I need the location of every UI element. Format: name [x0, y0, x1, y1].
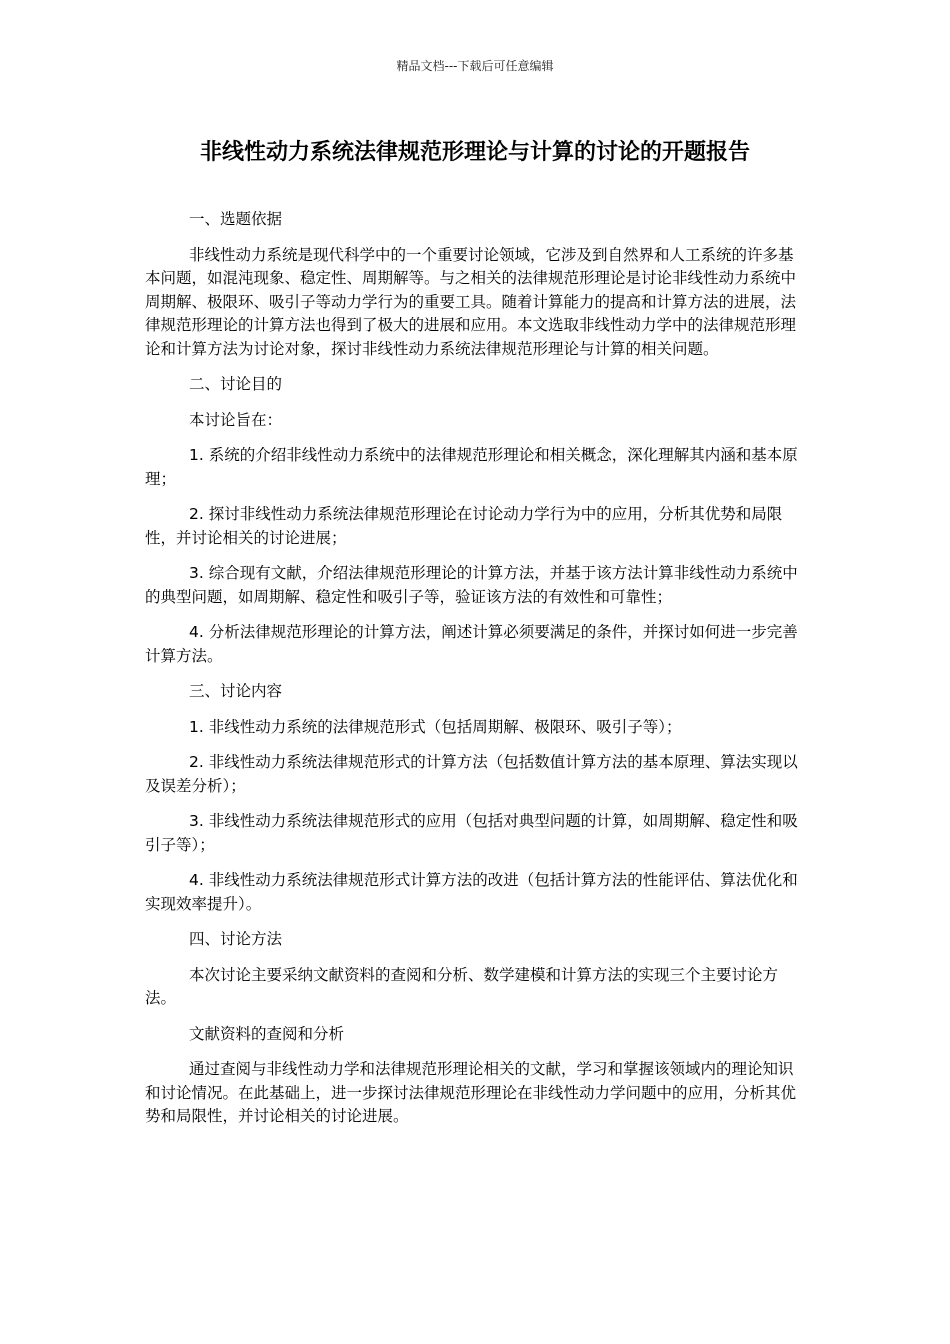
section-heading-content: 三、讨论内容: [189, 682, 283, 700]
purpose-item-3: 3. 综合现有文献，介绍法律规范形理论的计算方法，并基于该方法计算非线性动力系统中的典型问题，如周期解、稳定性和吸引子等，验证该方法的有效性和可靠性；: [145, 564, 798, 606]
paragraph-literature: 通过查阅与非线性动力学和法律规范形理论相关的文献，学习和掌握该领域内的理论知识和讨论情况。在此基础上，进一步探讨法律规范形理论在非线性动力学问题中的应用，分析其优势和局限性，并讨论相关的讨论进展。: [145, 1060, 797, 1125]
header-note: 精品文档---下载后可任意编辑: [396, 59, 554, 73]
paragraph-method: 本次讨论主要采纳文献资料的查阅和分析、数学建模和计算方法的实现三个主要讨论方法。: [145, 965, 779, 1007]
section-heading-basis: 一、选题依据: [189, 210, 283, 228]
purpose-item-2: 2. 探讨非线性动力系统法律规范形理论在讨论动力学行为中的应用，分析其优势和局限性，并讨论相关的讨论进展；: [145, 505, 783, 547]
paragraph-purpose-intro: 本讨论旨在：: [189, 410, 283, 429]
purpose-item-1: 1. 系统的介绍非线性动力系统中的法律规范形理论和相关概念，深化理解其内涵和基本原理；: [145, 446, 798, 488]
section-heading-purpose: 二、讨论目的: [189, 375, 283, 393]
content-item-3: 3. 非线性动力系统法律规范形式的应用（包括对典型问题的计算，如周期解、稳定性和吸引子等）；: [145, 812, 798, 854]
subheading-literature: 文献资料的查阅和分析: [189, 1024, 345, 1043]
paragraph-basis: 非线性动力系统是现代科学中的一个重要讨论领域，它涉及到自然界和人工系统的许多基本问题，如混沌现象、稳定性、周期解等。与之相关的法律规范形理论是讨论非线性动力系统中周期解、极限环、吸引子等动力学行为的重要工具。随着计算能力的提高和计算方法的进展，法律规范形理论的计算方法也得到了极大的进展和应用。本文选取非线性动力学中的法律规范形理论和计算方法为讨论对象，探讨非线性动力系统法律规范形理论与计算的相关问题。: [145, 245, 797, 358]
document-body: [145, 208, 805, 1141]
purpose-item-4: 4. 分析法律规范形理论的计算方法，阐述计算必须要满足的条件，并探讨如何进一步完善计算方法。: [145, 623, 798, 665]
content-item-2: 2. 非线性动力系统法律规范形式的计算方法（包括数值计算方法的基本原理、算法实现以及误差分析）；: [145, 753, 798, 795]
content-item-1: 1. 非线性动力系统的法律规范形式（包括周期解、极限环、吸引子等）；: [189, 717, 682, 736]
document-title: 非线性动力系统法律规范形理论与计算的讨论的开题报告: [199, 140, 750, 165]
section-heading-method: 四、讨论方法: [189, 930, 283, 948]
content-item-4: 4. 非线性动力系统法律规范形式计算方法的改进（包括计算方法的性能评估、算法优化和实现效率提升）。: [145, 871, 798, 913]
